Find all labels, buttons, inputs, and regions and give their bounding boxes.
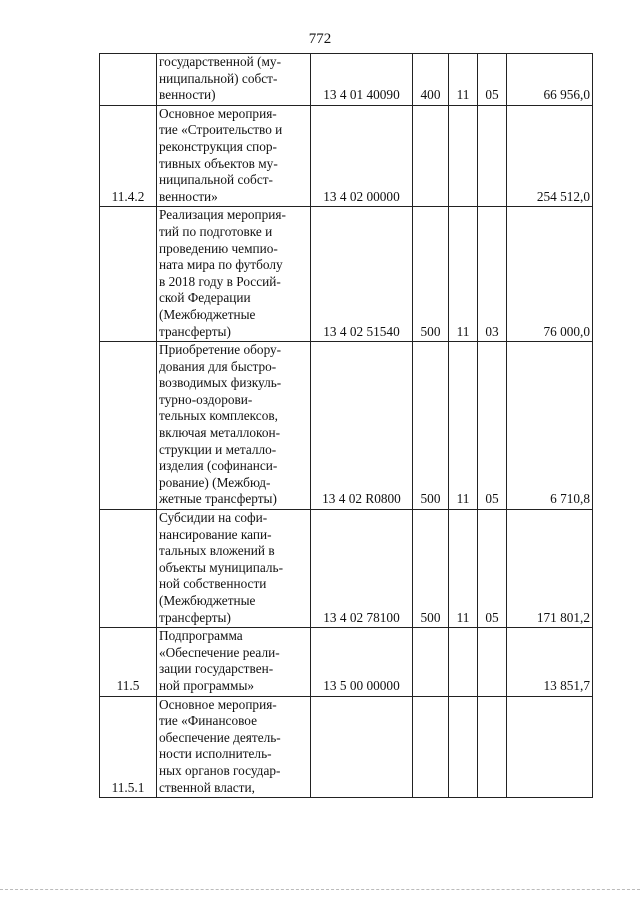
amount: 66 956,0 xyxy=(507,54,593,106)
row-number xyxy=(100,54,157,106)
table-row xyxy=(100,510,593,628)
table-row xyxy=(100,105,593,207)
table-body xyxy=(100,54,593,798)
amount: 13 851,7 xyxy=(507,628,593,696)
section-code xyxy=(449,105,478,207)
section-code: 11 xyxy=(449,207,478,342)
subsection-code xyxy=(478,105,507,207)
amount: 171 801,2 xyxy=(507,510,593,628)
subsection-code xyxy=(478,696,507,798)
target-article-code: 13 4 02 R0800 xyxy=(311,342,413,510)
expense-type-code xyxy=(413,105,449,207)
target-article-code: 13 4 01 40090 xyxy=(311,54,413,106)
expense-type-code: 500 xyxy=(413,510,449,628)
item-name: государственной (му- ниципальной) собст- венности) xyxy=(157,54,311,106)
target-article-code xyxy=(311,696,413,798)
item-name: Подпрограмма «Обеспечение реали- зации государствен- ной программы» xyxy=(157,628,311,696)
target-article-code: 13 5 00 00000 xyxy=(311,628,413,696)
table-row xyxy=(100,696,593,798)
row-number xyxy=(100,510,157,628)
subsection-code: 03 xyxy=(478,207,507,342)
subsection-code: 05 xyxy=(478,54,507,106)
section-code xyxy=(449,696,478,798)
row-number xyxy=(100,207,157,342)
expense-type-code xyxy=(413,696,449,798)
section-code: 11 xyxy=(449,54,478,106)
amount: 76 000,0 xyxy=(507,207,593,342)
table-row xyxy=(100,54,593,106)
subsection-code: 05 xyxy=(478,342,507,510)
item-name: Основное мероприя- тие «Строительство и реконструкция спор- тивных объектов му- ниципальной собст- венности» xyxy=(157,105,311,207)
target-article-code: 13 4 02 00000 xyxy=(311,105,413,207)
expense-type-code: 500 xyxy=(413,342,449,510)
subsection-code: 05 xyxy=(478,510,507,628)
row-number: 11.5.1 xyxy=(100,696,157,798)
expense-type-code: 500 xyxy=(413,207,449,342)
row-number xyxy=(100,342,157,510)
section-code xyxy=(449,628,478,696)
expense-type-code xyxy=(413,628,449,696)
amount xyxy=(507,696,593,798)
item-name: Приобретение обору- дования для быстро- возводимых физкуль- турно-оздорови- тельных комплексов, включая металлокон- струкции и металло- изделия (софинанси- рование) (Межбюд- жетные трансферты) xyxy=(157,342,311,510)
section-code: 11 xyxy=(449,342,478,510)
target-article-code: 13 4 02 51540 xyxy=(311,207,413,342)
item-name: Субсидии на софи- нансирование капи- тальных вложений в объекты муниципаль- ной собственности (Межбюджетные трансферты) xyxy=(157,510,311,628)
item-name: Реализация мероприя- тий по подготовке и проведению чемпио- ната мира по футболу в 2018 году в Россий- ской Федерации (Межбюджетные трансферты) xyxy=(157,207,311,342)
page-number: 772 xyxy=(308,31,332,47)
amount: 254 512,0 xyxy=(507,105,593,207)
item-name: Основное мероприя- тие «Финансовое обеспечение деятель- ности исполнитель- ных органов государ- ственной власти, xyxy=(157,696,311,798)
table-row xyxy=(100,207,593,342)
table-row xyxy=(100,342,593,510)
row-number: 11.4.2 xyxy=(100,105,157,207)
subsection-code xyxy=(478,628,507,696)
scan-artifact-line xyxy=(0,889,640,891)
table-row xyxy=(100,628,593,696)
amount: 6 710,8 xyxy=(507,342,593,510)
expense-type-code: 400 xyxy=(413,54,449,106)
budget-table xyxy=(99,53,593,798)
row-number: 11.5 xyxy=(100,628,157,696)
section-code: 11 xyxy=(449,510,478,628)
target-article-code: 13 4 02 78100 xyxy=(311,510,413,628)
